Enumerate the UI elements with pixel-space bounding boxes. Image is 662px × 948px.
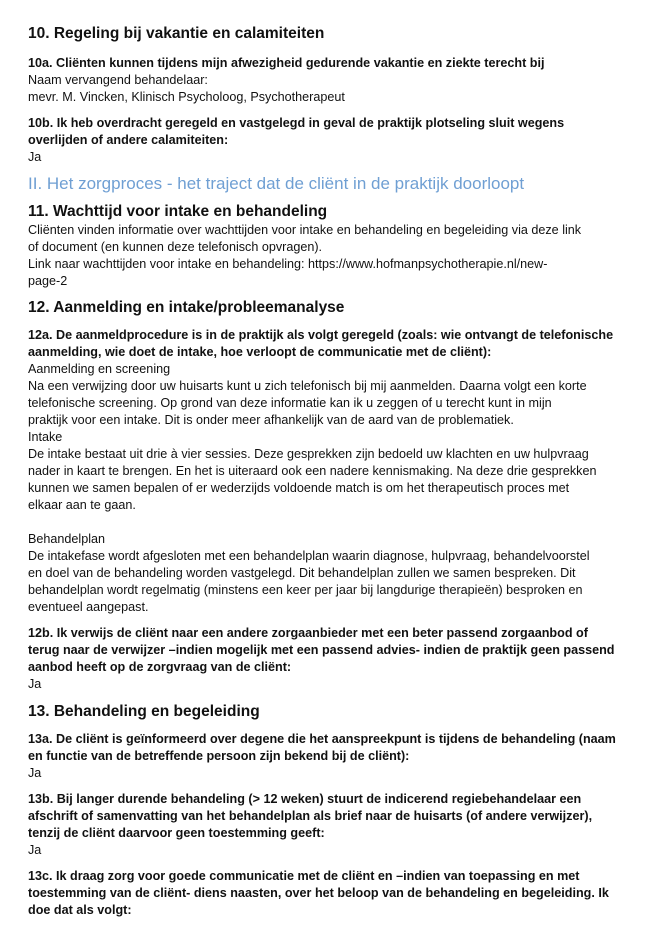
section-12 bbox=[28, 298, 622, 693]
intake-line-4: elkaar aan te gaan. bbox=[28, 498, 136, 512]
question-13c-line-2: toestemming van de cliënt- diens naasten, over het beloop van de behandeling en begeleiding. Ik bbox=[28, 886, 609, 900]
question-13b-line-1: 13b. Bij langer durende behandeling (> 12 weken) stuurt de indicerend regiebehandelaar een bbox=[28, 792, 582, 806]
question-10b-line-1: 10b. Ik heb overdracht geregeld en vastgelegd in geval de praktijk plotseling sluit wegens bbox=[28, 116, 565, 130]
behandelplan-line-1: De intakefase wordt afgesloten met een behandelplan waarin diagnose, hulpvraag, behandelvoorstel bbox=[28, 549, 590, 563]
question-13b-line-3: tenzij de cliënt daarvoor geen toestemming geeft: bbox=[28, 826, 325, 840]
intake-line-1: De intake bestaat uit drie à vier sessies. Deze gesprekken zijn bedoeld uw klachten en uw hulpvraag bbox=[28, 447, 589, 461]
section-11-line-3: Link naar wachttijden voor intake en behandeling: https://www.hofmanpsychotherapie.nl/new- bbox=[28, 257, 548, 271]
question-13c-line-3: doe dat als volgt: bbox=[28, 903, 132, 917]
intake-line-2: nader in kaart te brengen. En het is uiteraard ook een nadere kennismaking. Na deze drie gesprekken bbox=[28, 464, 597, 478]
aanmelding-line-3: praktijk voor een intake. Dit is onder meer afhankelijk van de aard van de problematiek. bbox=[28, 413, 514, 427]
question-10a: 10a. Cliënten kunnen tijdens mijn afwezigheid gedurende vakantie en ziekte terecht bij bbox=[28, 56, 545, 70]
question-13a-answer: Ja bbox=[28, 766, 42, 780]
section-13-title: 13. Behandeling en begeleiding bbox=[28, 703, 260, 720]
section-11-line-2: of document (en kunnen deze telefonisch opvragen). bbox=[28, 240, 323, 254]
behandelplan-line-4: eventueel aangepast. bbox=[28, 600, 149, 614]
question-12a-line-2: aanmelding, wie doet de intake, hoe verloopt de communicatie met de cliënt): bbox=[28, 345, 492, 359]
question-13b-answer: Ja bbox=[28, 843, 42, 857]
section-11-title: 11. Wachttijd voor intake en behandeling bbox=[28, 203, 328, 220]
question-10b-line-2: overlijden of andere calamiteiten: bbox=[28, 133, 229, 147]
question-12b-answer: Ja bbox=[28, 677, 42, 691]
section-13 bbox=[28, 702, 622, 919]
aanmelding-line-2: telefonische screening. Op grond van deze informatie kan ik u zeggen of u terecht kunt in mijn bbox=[28, 396, 552, 410]
question-10a-label: Naam vervangend behandelaar: bbox=[28, 73, 208, 87]
aanmelding-line-1: Na een verwijzing door uw huisarts kunt u zich telefonisch bij mij aanmelden. Daarna volgt een korte bbox=[28, 379, 587, 393]
question-12b-line-3: aanbod heeft op de zorgvraag van de cliënt: bbox=[28, 660, 292, 674]
question-10b-answer: Ja bbox=[28, 150, 42, 164]
part-2-heading: II. Het zorgproces - het traject dat de cliënt in de praktijk doorloopt bbox=[28, 174, 525, 193]
question-12b-line-1: 12b. Ik verwijs de cliënt naar een andere zorgaanbieder met een beter passend zorgaanbod of bbox=[28, 626, 588, 640]
behandelplan-line-3: behandelplan wordt regelmatig (minstens een keer per jaar bij langdurige therapieën) besproken en bbox=[28, 583, 583, 597]
section-10-title: 10. Regeling bij vakantie en calamiteiten bbox=[28, 25, 325, 42]
section-11 bbox=[28, 202, 622, 290]
subheading-aanmelding: Aanmelding en screening bbox=[28, 362, 171, 376]
intake-line-3: kunnen we samen bepalen of er wederzijds voldoende match is om het therapeutisch proces met bbox=[28, 481, 570, 495]
question-12a-line-1: 12a. De aanmeldprocedure is in de praktijk als volgt geregeld (zoals: wie ontvangt de telefonische bbox=[28, 328, 614, 342]
question-10a-answer: mevr. M. Vincken, Klinisch Psycholoog, Psychotherapeut bbox=[28, 90, 345, 104]
question-13a-line-2: en functie van de betreffende persoon zijn bekend bij de cliënt): bbox=[28, 749, 410, 763]
question-13c-line-1: 13c. Ik draag zorg voor goede communicatie met de cliënt en –indien van toepassing en met bbox=[28, 869, 580, 883]
subheading-behandelplan: Behandelplan bbox=[28, 532, 106, 546]
subheading-intake: Intake bbox=[28, 430, 63, 444]
section-12-title: 12. Aanmelding en intake/probleemanalyse bbox=[28, 299, 345, 316]
section-11-line-4: page-2 bbox=[28, 274, 68, 288]
section-11-line-1: Cliënten vinden informatie over wachttijden voor intake en behandeling en begeleiding via deze link bbox=[28, 223, 582, 237]
question-13a-line-1: 13a. De cliënt is geïnformeerd over degene die het aanspreekpunt is tijdens de behandeling (naam bbox=[28, 732, 616, 746]
question-13b-line-2: afschrift of samenvatting van het behandelplan als brief naar de huisarts (of andere verwijzer), bbox=[28, 809, 593, 823]
behandelplan-line-2: en doel van de behandeling worden vastgelegd. Dit behandelplan zullen we samen bespreken. Dit bbox=[28, 566, 576, 580]
question-12b-line-2: terug naar de verwijzer –indien mogelijk met een passend advies- indien de praktijk geen passend bbox=[28, 643, 615, 657]
section-10 bbox=[28, 24, 622, 166]
